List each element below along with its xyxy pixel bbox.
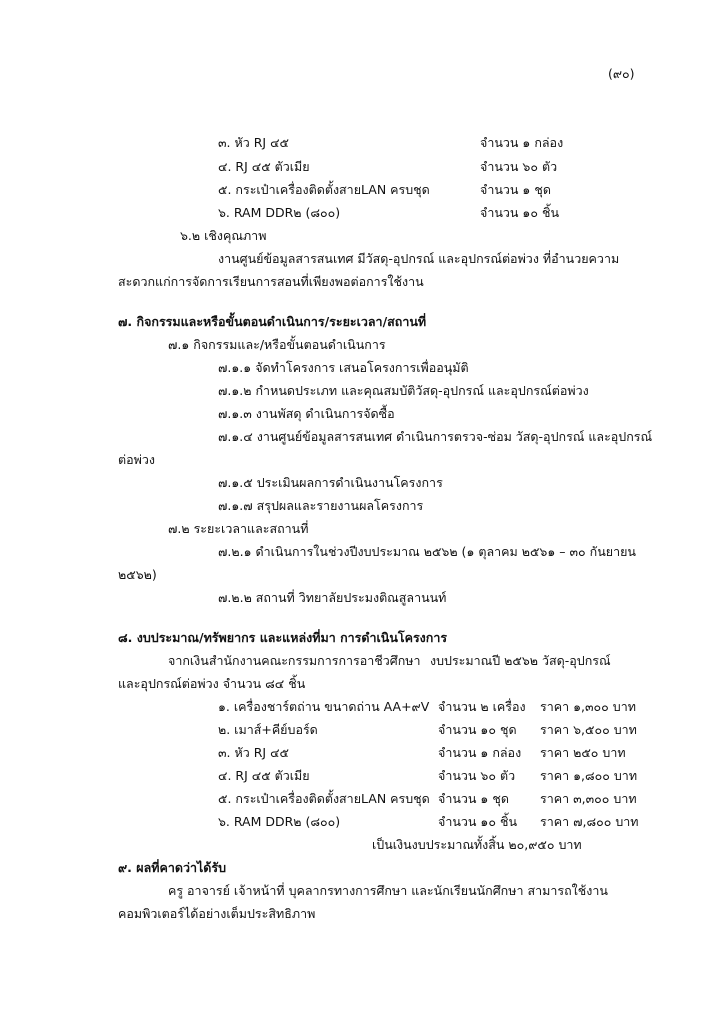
s8-intro-line: และอุปกรณ์ต่อพ่วง จำนวน ๘๔ ชิ้น	[118, 676, 306, 691]
budget-item-qty: จำนวน ๑๐ ชิ้น	[438, 814, 517, 829]
budget-item-name: ๒. เมาส์+คีย์บอร์ด	[218, 722, 318, 737]
s71-item: ๗.๑.๒ กำหนดประเภท และคุณสมบัติวัสดุ-อุปกรณ์ และอุปกรณ์ต่อพ่วง	[218, 383, 589, 398]
budget-item-price: ราคา ๑,๓๐๐ บาท	[540, 699, 636, 714]
s6-item-unit: จำนวน ๑ ชุด	[480, 182, 551, 197]
s72-heading: ๗.๒ ระยะเวลาและสถานที่	[168, 521, 309, 536]
budget-item-price: ราคา ๒๕๐ บาท	[540, 745, 626, 760]
s8-intro-line: งบประมาณปี ๒๕๖๒ วัสดุ-อุปกรณ์	[430, 653, 611, 668]
s6-item-name: ๕. กระเป๋าเครื่องติดตั้งสายLAN ครบชุด	[218, 182, 430, 197]
s6-item-name: ๓. หัว RJ ๔๕	[218, 135, 289, 150]
budget-item-name: ๔. RJ ๔๕ ตัวเมีย	[218, 768, 310, 783]
budget-item-qty: จำนวน ๒ เครื่อง	[438, 699, 526, 714]
budget-item-price: ราคา ๓,๓๐๐ บาท	[540, 791, 637, 806]
section-9-heading: ๙. ผลที่คาดว่าได้รับ	[118, 860, 227, 875]
s6-item-unit: จำนวน ๑ กล่อง	[480, 135, 564, 150]
section-8-heading: ๘. งบประมาณ/ทรัพยากร และแหล่งที่มา การดำเนินโครงการ	[118, 630, 448, 645]
budget-item-qty: จำนวน ๑๐ ชุด	[438, 722, 517, 737]
budget-item-price: ราคา ๗,๘๐๐ บาท	[540, 814, 639, 829]
s6-item-unit: จำนวน ๖๐ ตัว	[480, 159, 558, 174]
s6-item-unit: จำนวน ๑๐ ชิ้น	[480, 205, 559, 220]
s9-paragraph-line: ครู อาจารย์ เจ้าหน้าที่ บุคลากรทางการศึกษา และนักเรียนนักศึกษา สามารถใช้งาน	[168, 883, 608, 898]
s6-item-name: ๖. RAM DDR๒ (๘๐๐)	[218, 205, 341, 220]
budget-item-name: ๕. กระเป๋าเครื่องติดตั้งสายLAN ครบชุด	[218, 791, 430, 806]
s71-item: ๗.๑.๑ จัดทำโครงการ เสนอโครงการเพื่ออนุมัติ	[218, 360, 469, 375]
budget-item-price: ราคา ๑,๘๐๐ บาท	[540, 768, 638, 783]
s721-line: ๗.๒.๑ ดำเนินการในช่วงปีงบประมาณ ๒๕๖๒ (๑ ตุลาคม ๒๕๖๑ – ๓๐ กันยายน	[218, 544, 636, 559]
s71-item: ๗.๑.๔ งานศูนย์ข้อมูลสารสนเทศ ดำเนินการตรวจ-ซ่อม วัสดุ-อุปกรณ์ และอุปกรณ์	[218, 429, 653, 444]
s71-item: ๗.๑.๓ งานพัสดุ ดำเนินการจัดซื้อ	[218, 406, 395, 421]
s722-line: ๗.๒.๒ สถานที่ วิทยาลัยประมงติณสูลานนท์	[218, 590, 447, 605]
s62-heading: ๖.๒ เชิงคุณภาพ	[180, 228, 267, 243]
page-number: (๙๐)	[608, 66, 635, 81]
s62-paragraph-line: สะดวกแก่การจัดการเรียนการสอนที่เพียงพอต่อการใช้งาน	[118, 274, 424, 289]
budget-item-name: ๓. หัว RJ ๔๕	[218, 745, 289, 760]
budget-item-qty: จำนวน ๖๐ ตัว	[438, 768, 516, 783]
budget-item-qty: จำนวน ๑ กล่อง	[438, 745, 522, 760]
s71-item: ๗.๑.๕ ประเมินผลการดำเนินงานโครงการ	[218, 475, 443, 490]
s71-heading: ๗.๑ กิจกรรมและ/หรือขั้นตอนดำเนินการ	[168, 337, 386, 352]
s8-intro-line: จากเงินสำนักงานคณะกรรมการการอาชีวศึกษา	[168, 653, 421, 668]
budget-item-price: ราคา ๖,๕๐๐ บาท	[540, 722, 637, 737]
budget-total: เป็นเงินงบประมาณทั้งสิ้น ๒๐,๙๕๐ บาท	[372, 837, 582, 852]
s62-paragraph-line: งานศูนย์ข้อมูลสารสนเทศ มีวัสดุ-อุปกรณ์ และอุปกรณ์ต่อพ่วง ที่อำนวยความ	[218, 251, 620, 266]
section-7-heading: ๗. กิจกรรมและหรือขั้นตอนดำเนินการ/ระยะเวลา/สถานที่	[118, 314, 427, 329]
s721-line: ๒๕๖๒)	[118, 567, 157, 582]
s71-item: ต่อพ่วง	[118, 452, 155, 467]
s9-paragraph-line: คอมพิวเตอร์ได้อย่างเต็มประสิทธิภาพ	[118, 906, 316, 921]
budget-item-qty: จำนวน ๑ ชุด	[438, 791, 509, 806]
budget-item-name: ๖. RAM DDR๒ (๘๐๐)	[218, 814, 341, 829]
s71-item: ๗.๑.๗ สรุปผลและรายงานผลโครงการ	[218, 498, 424, 513]
s6-item-name: ๔. RJ ๔๕ ตัวเมีย	[218, 159, 310, 174]
budget-item-name: ๑. เครื่องชาร์ตถ่าน ขนาดถ่าน AA+๙V	[218, 699, 430, 714]
